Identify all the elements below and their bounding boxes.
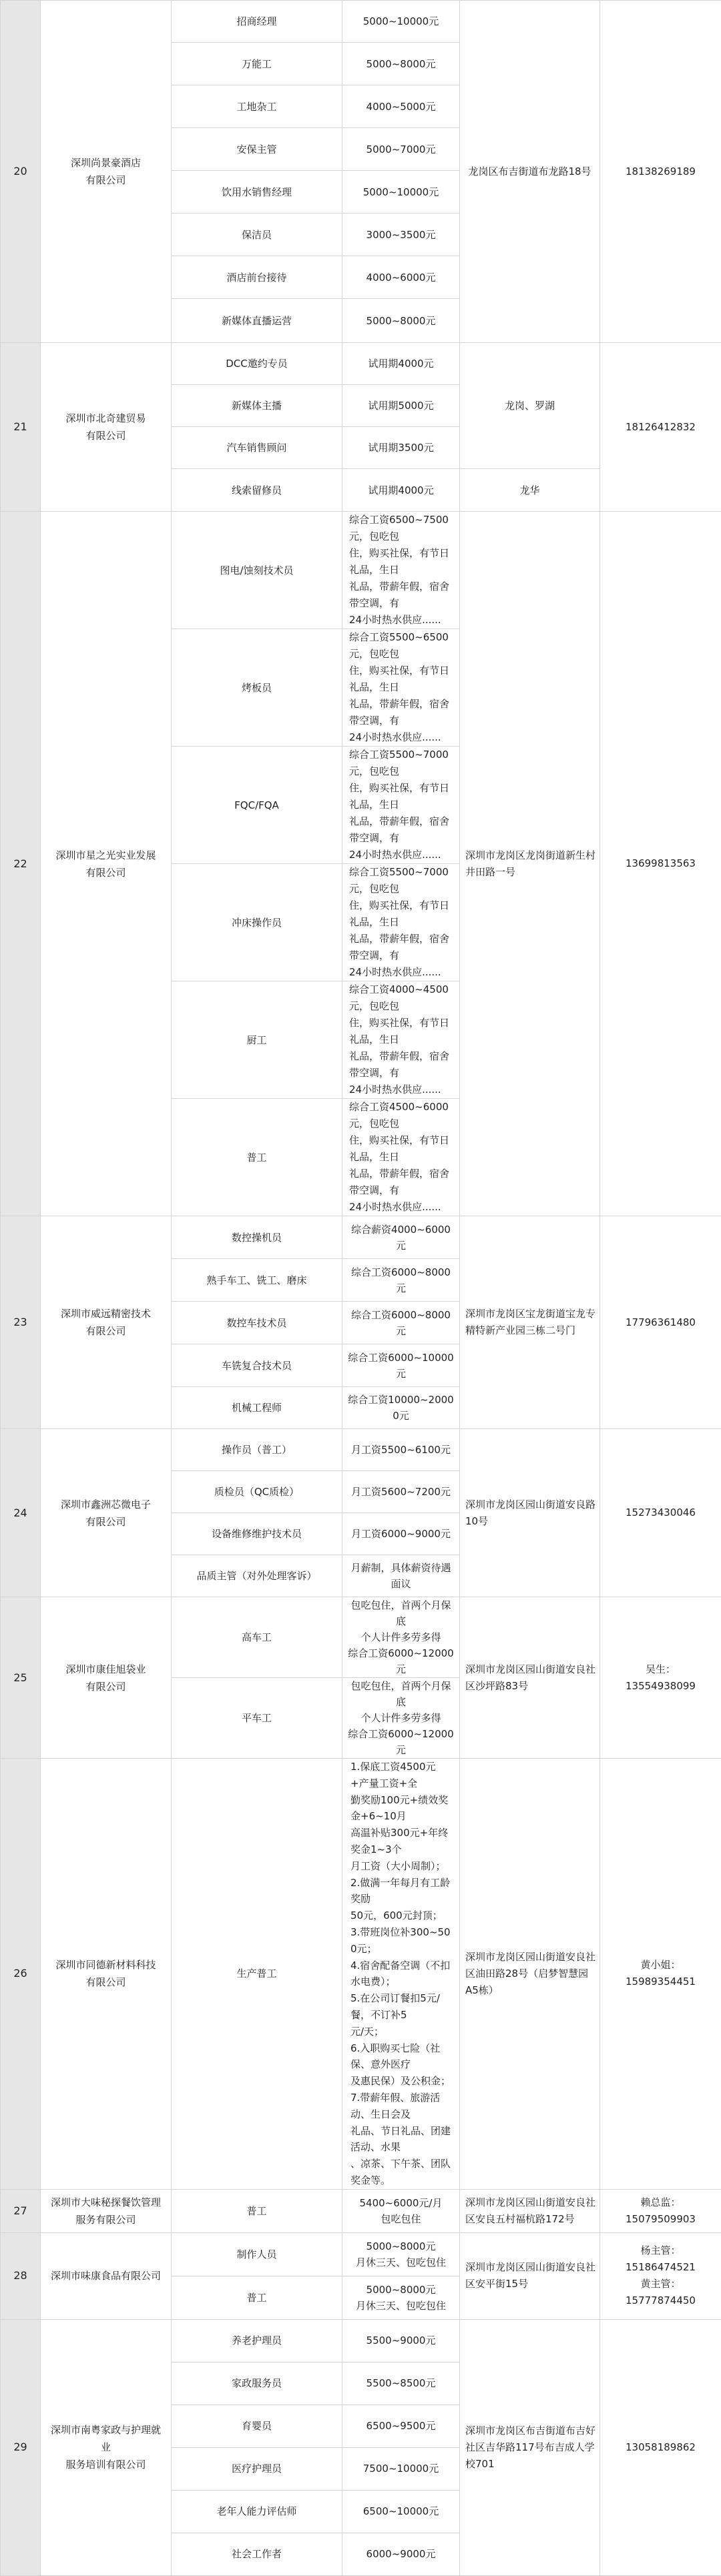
row-number: 25 bbox=[1, 1597, 41, 1759]
work-address: 深圳市龙岗区园山街道安良社 区沙坪路83号 bbox=[460, 1597, 600, 1759]
position-title: 数控车技术员 bbox=[172, 1302, 342, 1344]
position-title: 保洁员 bbox=[172, 213, 342, 256]
salary: 综合工资6000~10000元 bbox=[342, 1344, 460, 1387]
salary: 综合工资6000~8000元 bbox=[342, 1259, 460, 1302]
position-title: 品质主管（对外处理客诉） bbox=[172, 1555, 342, 1597]
salary: 综合工资5500~7000元，包吃包 住，购买社保，有节日礼品，生日 礼品，带薪年假，宿舍带空调，有 24小时热水供应...... bbox=[342, 864, 460, 981]
work-location: 龙岗、罗湖 bbox=[460, 343, 600, 469]
salary: 月工资5600~7200元 bbox=[342, 1471, 460, 1513]
company-name: 深圳市同德新材料科技 有限公司 bbox=[41, 1759, 172, 2190]
table-row bbox=[1, 2319, 721, 2362]
table-row bbox=[1, 1429, 721, 1471]
work-address: 深圳市龙岗区龙岗街道新生村 井田路一号 bbox=[460, 512, 600, 1216]
salary: 5400~6000元/月 包吃包住 bbox=[342, 2189, 460, 2232]
salary: 5500~8500元 bbox=[342, 2362, 460, 2405]
salary: 6000~9000元 bbox=[342, 2533, 460, 2575]
position-title: 熟手车工、铣工、磨床 bbox=[172, 1259, 342, 1302]
salary: 7500~10000元 bbox=[342, 2447, 460, 2490]
position-title: 线索留修员 bbox=[172, 469, 342, 512]
table-row bbox=[1, 343, 721, 385]
salary: 6500~9500元 bbox=[342, 2405, 460, 2447]
work-address: 龙岗区布吉街道布龙路18号 bbox=[460, 1, 600, 343]
position-title: 汽车销售顾问 bbox=[172, 427, 342, 469]
position-title: 普工 bbox=[172, 1099, 342, 1216]
work-address: 深圳市龙岗区园山街道安良社 区安良五村福杭路172号 bbox=[460, 2189, 600, 2232]
salary: 6500~10000元 bbox=[342, 2490, 460, 2533]
contact-phone: 黄小姐： 15989354451 bbox=[600, 1759, 721, 2190]
position-title: 育婴员 bbox=[172, 2405, 342, 2447]
work-address: 深圳市龙岗区园山街道安良路 10号 bbox=[460, 1429, 600, 1597]
work-address: 深圳市龙岗区园山街道安良社 区油田路28号（启梦智慧园 A5栋） bbox=[460, 1759, 600, 2190]
row-number: 20 bbox=[1, 1, 41, 343]
position-title: 平车工 bbox=[172, 1678, 342, 1759]
position-title: 普工 bbox=[172, 2276, 342, 2319]
contact-phone: 13699813563 bbox=[600, 512, 721, 1216]
position-title: 生产普工 bbox=[172, 1759, 342, 2190]
position-title: 厨工 bbox=[172, 981, 342, 1099]
position-title: 招商经理 bbox=[172, 1, 342, 43]
position-title: 车铣复合技术员 bbox=[172, 1344, 342, 1387]
row-number: 22 bbox=[1, 512, 41, 1216]
salary: 综合薪资4000~6000元 bbox=[342, 1216, 460, 1259]
position-title: 操作员（普工） bbox=[172, 1429, 342, 1471]
work-address: 深圳市龙岗区园山街道安良社 区安平街15号 bbox=[460, 2232, 600, 2319]
position-title: 质检员（QC质检） bbox=[172, 1471, 342, 1513]
table-row bbox=[1, 2232, 721, 2276]
position-title: 工地杂工 bbox=[172, 85, 342, 128]
salary: 综合工资10000~20000元 bbox=[342, 1387, 460, 1429]
salary: 综合工资6500~7500元，包吃包 住，购买社保，有节日礼品，生日 礼品，带薪年假，宿舍带空调，有 24小时热水供应...... bbox=[342, 512, 460, 629]
position-title: 新媒体主播 bbox=[172, 385, 342, 427]
row-number: 29 bbox=[1, 2319, 41, 2575]
company-name: 深圳市威远精密技术 有限公司 bbox=[41, 1216, 172, 1429]
position-title: 家政服务员 bbox=[172, 2362, 342, 2405]
position-title: 冲床操作员 bbox=[172, 864, 342, 981]
salary: 5000~8000元 月休三天、包吃包住 bbox=[342, 2232, 460, 2276]
table-row bbox=[1, 1216, 721, 1259]
contact-phone: 18126412832 bbox=[600, 343, 721, 512]
position-title: 老年人能力评估师 bbox=[172, 2490, 342, 2533]
salary: 综合工资4000~4500元，包吃包 住，购买社保，有节日礼品，生日 礼品，带薪年假，宿舍带空调，有 24小时热水供应...... bbox=[342, 981, 460, 1099]
work-location: 龙华 bbox=[460, 469, 600, 512]
company-name: 深圳市康佳旭袋业 有限公司 bbox=[41, 1597, 172, 1759]
position-title: 医疗护理员 bbox=[172, 2447, 342, 2490]
row-number: 28 bbox=[1, 2232, 41, 2319]
row-number: 21 bbox=[1, 343, 41, 512]
salary: 5000~8000元 月休三天、包吃包住 bbox=[342, 2276, 460, 2319]
company-name: 深圳市北奇建贸易 有限公司 bbox=[41, 343, 172, 512]
position-title: 普工 bbox=[172, 2189, 342, 2232]
table-row bbox=[1, 1759, 721, 2190]
row-number: 27 bbox=[1, 2189, 41, 2232]
position-title: 养老护理员 bbox=[172, 2319, 342, 2362]
position-title: 烤板员 bbox=[172, 629, 342, 747]
table-row bbox=[1, 2189, 721, 2232]
company-name: 深圳尚景豪酒店 有限公司 bbox=[41, 1, 172, 343]
salary: 包吃包住，首两个月保底 个人计件多劳多得 综合工资6000~12000元 bbox=[342, 1597, 460, 1678]
position-title: FQC/FQA bbox=[172, 747, 342, 864]
salary: 综合工资5500~7000元，包吃包 住，购买社保，有节日礼品，生日 礼品，带薪年假，宿舍带空调，有 24小时热水供应...... bbox=[342, 747, 460, 864]
company-name: 深圳市鑫洲芯微电子 有限公司 bbox=[41, 1429, 172, 1597]
row-number: 24 bbox=[1, 1429, 41, 1597]
contact-phone: 吴生： 13554938099 bbox=[600, 1597, 721, 1759]
company-name: 深圳市南粤家政与护理就业 服务培训有限公司 bbox=[41, 2319, 172, 2575]
position-title: 设备维修维护技术员 bbox=[172, 1513, 342, 1555]
contact-phone: 赖总监： 15079509903 bbox=[600, 2189, 721, 2232]
salary: 月薪制，具体薪资待遇面议 bbox=[342, 1555, 460, 1597]
salary: 综合工资6000~8000元 bbox=[342, 1302, 460, 1344]
position-title: 图电/蚀刻技术员 bbox=[172, 512, 342, 629]
company-name: 深圳市味康食品有限公司 bbox=[41, 2232, 172, 2319]
contact-phone: 13058189862 bbox=[600, 2319, 721, 2575]
position-title: 新媒体直播运营 bbox=[172, 299, 342, 343]
position-title: 高车工 bbox=[172, 1597, 342, 1678]
position-title: 社会工作者 bbox=[172, 2533, 342, 2575]
salary: 5000~7000元 bbox=[342, 128, 460, 171]
position-title: 机械工程师 bbox=[172, 1387, 342, 1429]
position-title: 安保主管 bbox=[172, 128, 342, 171]
row-number: 26 bbox=[1, 1759, 41, 2190]
position-title: 饮用水销售经理 bbox=[172, 171, 342, 213]
salary: 综合工资4500~6000元，包吃包 住，购买社保，有节日礼品，生日 礼品，带薪年假，宿舍带空调，有 24小时热水供应...... bbox=[342, 1099, 460, 1216]
position-title: DCC邀约专员 bbox=[172, 343, 342, 385]
table-row bbox=[1, 1, 721, 43]
table-row bbox=[1, 512, 721, 629]
salary: 月工资6000~9000元 bbox=[342, 1513, 460, 1555]
salary: 5000~10000元 bbox=[342, 1, 460, 43]
salary: 综合工资5500~6500元，包吃包 住，购买社保，有节日礼品，生日 礼品，带薪年假，宿舍带空调，有 24小时热水供应...... bbox=[342, 629, 460, 747]
contact-phone: 18138269189 bbox=[600, 1, 721, 343]
position-title: 数控操机员 bbox=[172, 1216, 342, 1259]
table-body bbox=[1, 1, 721, 2576]
salary: 5000~10000元 bbox=[342, 171, 460, 213]
salary: 4000~5000元 bbox=[342, 85, 460, 128]
position-title: 制作人员 bbox=[172, 2232, 342, 2276]
contact-phone: 15273430046 bbox=[600, 1429, 721, 1597]
row-number: 23 bbox=[1, 1216, 41, 1429]
work-address: 深圳市龙岗区宝龙街道宝龙专 精特新产业园三栋二号门 bbox=[460, 1216, 600, 1429]
salary: 5000~8000元 bbox=[342, 43, 460, 85]
contact-phone: 杨主管： 15186474521 黄主管： 15777874450 bbox=[600, 2232, 721, 2319]
table-row bbox=[1, 1597, 721, 1678]
salary: 5500~9000元 bbox=[342, 2319, 460, 2362]
salary: 3000~3500元 bbox=[342, 213, 460, 256]
salary: 5000~8000元 bbox=[342, 299, 460, 343]
salary: 试用期3500元 bbox=[342, 427, 460, 469]
salary: 包吃包住，首两个月保底 个人计件多劳多得 综合工资6000~12000元 bbox=[342, 1678, 460, 1759]
salary: 试用期5000元 bbox=[342, 385, 460, 427]
position-title: 万能工 bbox=[172, 43, 342, 85]
salary: 月工资5500~6100元 bbox=[342, 1429, 460, 1471]
salary: 试用期4000元 bbox=[342, 469, 460, 512]
company-name: 深圳市大味秘探餐饮管理 服务有限公司 bbox=[41, 2189, 172, 2232]
company-name: 深圳市星之光实业发展 有限公司 bbox=[41, 512, 172, 1216]
contact-phone: 17796361480 bbox=[600, 1216, 721, 1429]
salary: 试用期4000元 bbox=[342, 343, 460, 385]
work-address: 深圳市龙岗区布吉街道布吉好 社区吉华路117号布吉成人学 校701 bbox=[460, 2319, 600, 2575]
salary: 4000~6000元 bbox=[342, 256, 460, 299]
salary: 1.保底工资4500元+产量工资+全 勤奖励100元+绩效奖金+6~10月 高温补贴300元+年终奖金1~3个 月工资（大小周制）； 2.做满一年每月有工龄奖励 50元，600元封顶； 3.带班岗位补300~500元； 4.宿舍配备空调（不扣水电费）； 5.在公司订餐扣5元/餐，不订补5 元/天； 6.入职购买七险（社保、意外医疗 及惠民保）及公积金； 7.带薪年假、旅游活动、生日会及 礼品、节日礼品、团建活动、水果 、凉茶、下午茶、团队奖金等。 bbox=[342, 1759, 460, 2190]
position-title: 酒店前台接待 bbox=[172, 256, 342, 299]
